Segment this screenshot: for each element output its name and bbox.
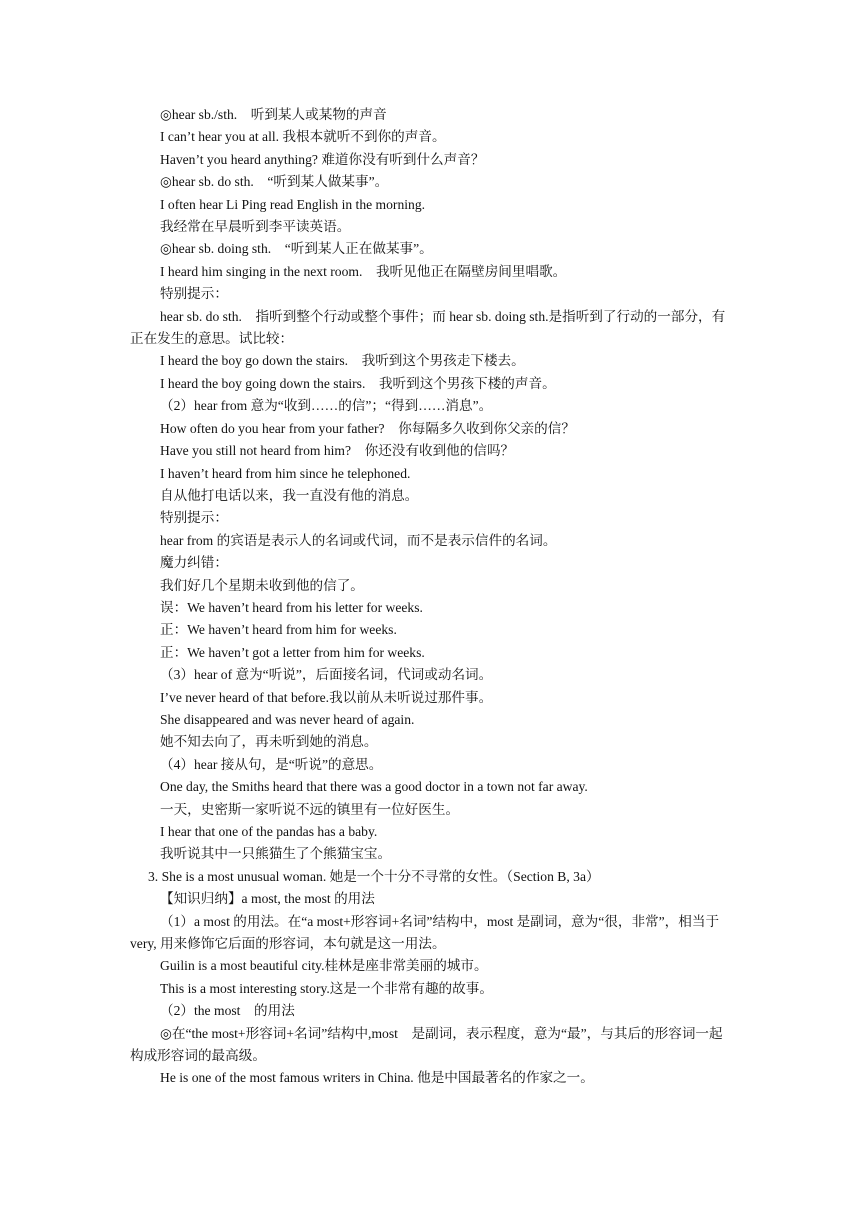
text-line: She disappeared and was never heard of again. [160, 711, 415, 727]
text-line: I can’t hear you at all. 我根本就听不到你的声音。 [160, 129, 446, 145]
text-line: This is a most interesting story.这是一个非常有趣的故事。 [160, 980, 493, 996]
text-line: I hear that one of the pandas has a baby. [160, 824, 378, 839]
text-line: 特别提示： [160, 510, 228, 526]
text-line: 一天，史密斯一家听说不远的镇里有一位好医生。 [160, 801, 460, 817]
text-line: Have you still not heard from him? 你还没有收到他的信吗？ [160, 443, 515, 459]
text-line: ◎hear sb./sth. 听到某人或某物的声音 [160, 107, 387, 122]
text-line: ◎hear sb. doing sth. “听到某人正在做某事”。 [160, 241, 433, 257]
text-line: 我听说其中一只熊猫生了个熊猫宝宝。 [160, 846, 392, 862]
text-line: （4）hear 接从句，是“听说”的意思。 [160, 756, 383, 772]
text-line: 误：We haven’t heard from his letter for weeks. [160, 599, 423, 615]
text-line: 3. She is a most unusual woman. 她是一个十分不寻常的女性。（Section B, 3a） [148, 868, 600, 884]
text-line: hear from 的宾语是表示人的名词或代词，而不是表示信件的名词。 [160, 532, 557, 548]
text-line: 【知识归纳】a most, the most 的用法 [160, 891, 375, 907]
text-line: 魔力纠错： [160, 555, 228, 571]
text-line: How often do you hear from your father? 你每隔多久收到你父亲的信？ [160, 420, 575, 436]
text-line: I often hear Li Ping read English in the morning. [160, 196, 426, 212]
text-line: He is one of the most famous writers in China. 他是中国最著名的作家之一。 [160, 1070, 594, 1086]
text-line: 她不知去向了，再未听到她的消息。 [160, 734, 378, 750]
text-line: Guilin is a most beautiful city.桂林是座非常美丽的城市。 [160, 958, 488, 974]
text-line: 正：We haven’t got a letter from him for weeks. [160, 644, 425, 660]
text-line: I heard the boy going down the stairs. 我听到这个男孩下楼的声音。 [160, 375, 556, 391]
text-line: 特别提示： [160, 286, 228, 302]
text-line: 我经常在早晨听到李平读英语。 [160, 219, 351, 235]
text-line: Haven’t you heard anything? 难道你没有听到什么声音？ [160, 151, 485, 167]
text-line: I heard the boy go down the stairs. 我听到这个男孩走下楼去。 [160, 353, 525, 369]
text-line: ◎hear sb. do sth. “听到某人做某事”。 [160, 174, 389, 190]
text-line: hear sb. do sth. 指听到整个行动或整个事件；而 hear sb. doing sth.是指听到了行动的一部分，有正在发生的意思。试比较： [130, 308, 726, 347]
text-line: （3）hear of 意为“听说”，后面接名词，代词或动名词。 [160, 667, 493, 683]
text-line: One day, the Smiths heard that there was a good doctor in a town not far away. [160, 779, 588, 795]
text-line: （1）a most 的用法。在“a most+形容词+名词”结构中，most 是副词，意为“很，非常”，相当于 very, 用来修饰它后面的形容词，本句就是这一用法。 [130, 913, 720, 952]
text-line: （2）hear from 意为“收到……的信”；“得到……消息”。 [160, 398, 493, 414]
text-line: I heard him singing in the next room. 我听见他正在隔壁房间里唱歌。 [160, 263, 567, 279]
text-line: 正：We haven’t heard from him for weeks. [160, 622, 397, 638]
text-line: （2）the most 的用法 [160, 1003, 295, 1019]
text-line: I haven’t heard from him since he telephoned. [160, 465, 411, 481]
text-line: 自从他打电话以来，我一直没有他的消息。 [160, 487, 419, 503]
text-line: I’ve never heard of that before.我以前从未听说过那件事。 [160, 689, 493, 705]
text-line: ◎在“the most+形容词+名词”结构中,most 是副词，表示程度，意为“最”，与其后的形容词一起构成形容词的最高级。 [130, 1025, 723, 1064]
text-line: 我们好几个星期未收到他的信了。 [160, 577, 364, 593]
document-body [130, 104, 732, 1090]
